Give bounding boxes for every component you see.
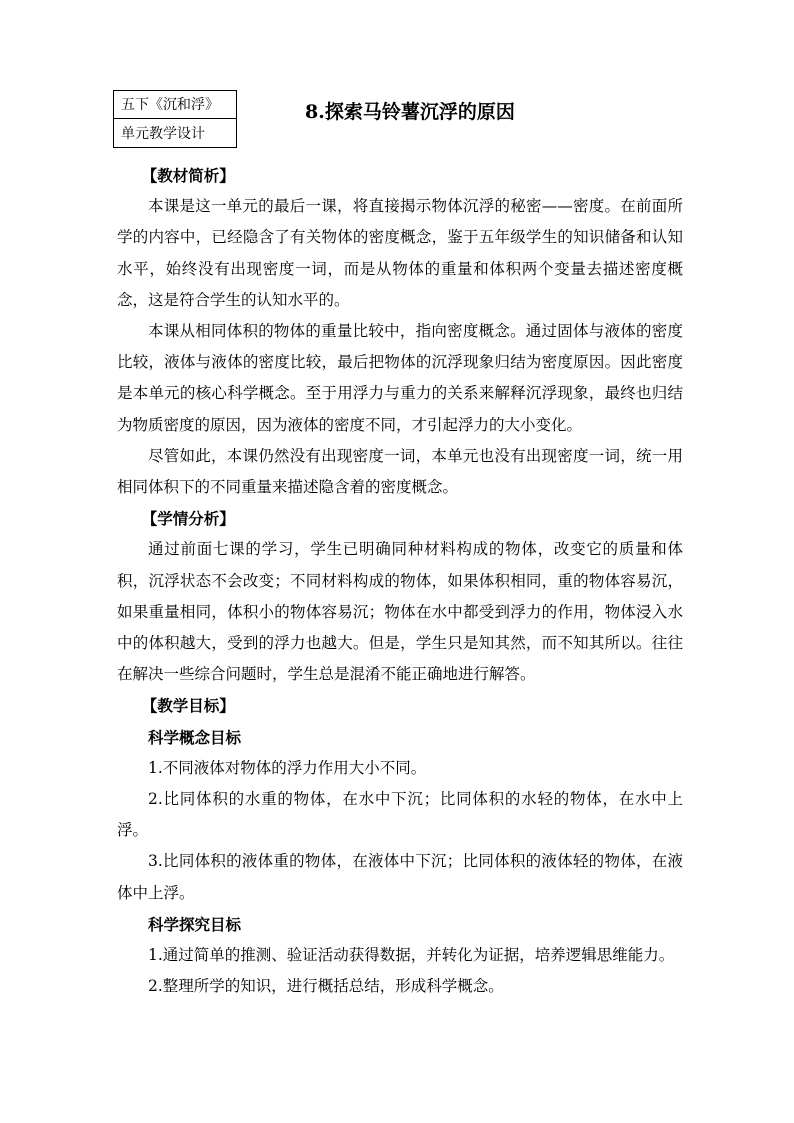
unit-name: 五下《沉和浮》 — [114, 91, 236, 119]
goal-item: 2.整理所学的知识，进行概括总结，形成科学概念。 — [148, 977, 504, 996]
section-heading-students: 【学情分析】 — [141, 509, 235, 529]
subheading-concept-goals: 科学概念目标 — [148, 727, 242, 747]
goal-item: 1.不同液体对物体的浮力作用大小不同。 — [148, 758, 427, 777]
goal-item: 2.比同体积的水重的物体，在水中下沉；比同体积的水轻的物体，在水中上浮。 — [117, 790, 683, 840]
section-heading-goals: 【教学目标】 — [141, 696, 235, 716]
paragraph: 本课从相同体积的物体的重量比较中，指向密度概念。通过固体与液体的密度比较，液体与液体的密度比较，最后把物体的沉浮现象归结为密度原因。因此密度是本单元的核心科学概念。至于用浮力与重力的关系来解释沉浮现象，最终也归结为物质密度的原因，因为液体的密度不同，才引起浮力的大小变化。 — [117, 322, 683, 434]
subheading-inquiry-goals: 科学探究目标 — [148, 914, 242, 934]
paragraph: 尽管如此，本课仍然没有出现密度一词，本单元也没有出现密度一词，统一用相同体积下的不同重量来描述隐含着的密度概念。 — [117, 446, 683, 497]
section-heading-textbook: 【教材简析】 — [141, 166, 235, 185]
document-body — [117, 160, 683, 1002]
paragraph: 本课是这一单元的最后一课，将直接揭示物体沉浮的秘密——密度。在前面所学的内容中，已经隐含了有关物体的密度概念，鉴于五年级学生的知识储备和认知水平，始终没有出现密度一词，而是从物体的重量和体积两个变量去描述密度概念，这是符合学生的认知水平的。 — [117, 197, 683, 309]
goal-item: 1.通过简单的推测、验证活动获得数据，并转化为证据，培养逻辑思维能力。 — [148, 946, 675, 965]
goal-item: 3.比同体积的液体重的物体，在液体中下沉；比同体积的液体轻的物体，在液体中上浮。 — [117, 852, 683, 902]
page-title: 8.探索马铃薯沉浮的原因 — [305, 101, 515, 123]
paragraph: 通过前面七课的学习，学生已明确同种材料构成的物体，改变它的质量和体积，沉浮状态不会改变；不同材料构成的物体，如果体积相同，重的物体容易沉，如果重量相同，体积小的物体容易沉；物体在水中都受到浮力的作用，物体浸入水中的体积越大，受到的浮力也越大。但是，学生只是知其然，而不知其所以。往往在解决一些综合问题时，学生总是混淆不能正确地进行解答。 — [117, 540, 683, 684]
unit-design-label: 单元教学设计 — [121, 126, 205, 142]
unit-label-box — [113, 90, 237, 148]
